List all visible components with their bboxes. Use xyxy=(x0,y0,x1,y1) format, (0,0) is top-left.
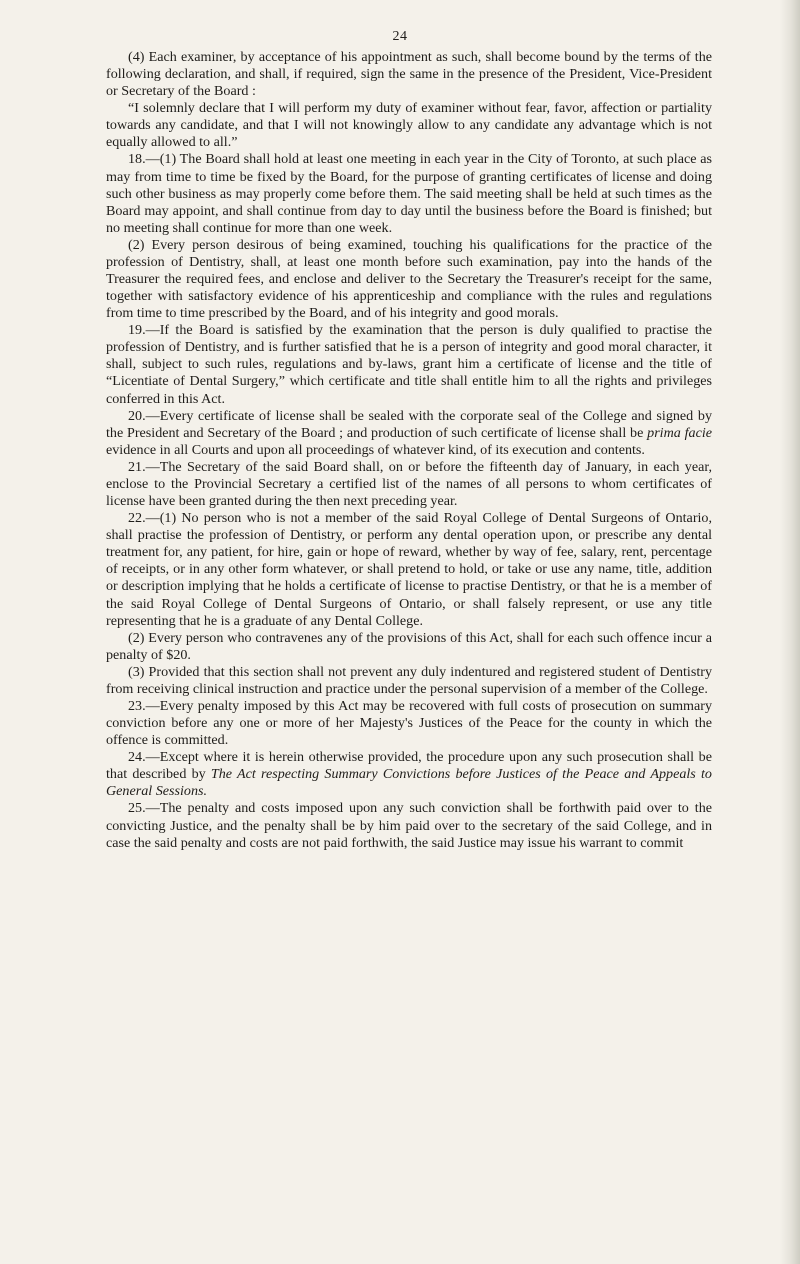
paragraph-section-20 xyxy=(106,408,712,459)
document-body xyxy=(106,49,712,852)
paragraph-section-24 xyxy=(106,749,712,800)
paragraph-examiner-acceptance: (4) Each examiner, by acceptance of his appointment as such, shall become bound by the terms of the following declaration, and shall, if required, sign the same in the presence of the President, Vice-President or Secretary of the Board : xyxy=(106,49,712,100)
page-number: 24 xyxy=(392,29,408,44)
section-20-text-end: evidence in all Courts and upon all proceedings of whatever kind, of its execution and contents. xyxy=(106,441,645,458)
section-20-italic-term: prima facie xyxy=(647,424,712,441)
paragraph-section-25: 25.—The penalty and costs imposed upon any such conviction shall be forthwith paid over to the convicting Justice, and the penalty shall be by him paid over to the secretary of the said College, and in case the said penalty and costs are not paid forthwith, the said Justice may issue his warrant to commit xyxy=(106,800,712,851)
paragraph-declaration-quote: “I solemnly declare that I will perform my duty of examiner without fear, favor, affection or partiality towards any candidate, and that I will not knowingly allow to any candidate any advantage which is not equally allowed to all.” xyxy=(106,100,712,151)
section-20-text-start: 20.—Every certificate of license shall be sealed with the corporate seal of the College and signed by the President and Secretary of the Board ; and production of such certificate of license shall be xyxy=(106,407,712,441)
paragraph-section-22-2: (2) Every person who contravenes any of the provisions of this Act, shall for each such offence incur a penalty of $20. xyxy=(106,629,712,663)
paragraph-section-22-3: (3) Provided that this section shall not prevent any duly indentured and registered student of Dentistry from receiving clinical instruction and practice under the personal supervision of a member of the College. xyxy=(106,663,712,697)
paragraph-section-18-1: 18.—(1) The Board shall hold at least one meeting in each year in the City of Toronto, at such place as may from time to time be fixed by the Board, for the purpose of granting certificates of license and doing such other business as may properly come before them. The said meeting shall be held at such times as the Board may appoint, and shall continue from day to day until the business before the Board is finished; but no meeting shall continue for more than one week. xyxy=(106,151,712,236)
paragraph-section-21: 21.—The Secretary of the said Board shall, on or before the fifteenth day of January, in each year, enclose to the Provincial Secretary a certified list of the names of all persons to whom certificates of license have been granted during the then next preceding year. xyxy=(106,458,712,510)
section-24-text-start: 24.—Except where it is herein otherwise provided, the procedure upon any such prosecution shall be that described by xyxy=(106,749,712,783)
paragraph-section-19: 19.—If the Board is satisfied by the examination that the person is duly qualified to practise the profession of Dentistry, and is further satisfied that he is a person of integrity and good moral character, it shall, subject to such rules, regulations and by-laws, grant him a certificate of license and the title of “Licentiate of Dental Surgery,” which certificate and title shall entitle him to all the rights and privileges conferred in this Act. xyxy=(106,322,712,407)
paragraph-section-23: 23.—Every penalty imposed by this Act may be recovered with full costs of prosecution on summary conviction before any one or more of her Majesty's Justices of the Peace for the county in which the offence is committed. xyxy=(106,697,712,749)
paragraph-section-18-2: (2) Every person desirous of being examined, touching his qualifications for the practice of the profession of Dentistry, shall, at least one month before such examination, pay into the hands of the Treasurer the required fees, and enclose and deliver to the Secretary the Treasurer's receipt for the same, together with satisfactory evidence of his apprenticeship and compliance with the rules and regulations from time to time prescribed by the Board, and of his integrity and good morals. xyxy=(106,236,712,322)
paragraph-section-22-1: 22.—(1) No person who is not a member of the said Royal College of Dental Surgeons of Ontario, shall practise the profession of Dentistry, or perform any dental operation upon, or prescribe any dental treatment for, any patient, for hire, gain or hope of reward, whether by way of fee, salary, rent, percentage of receipts, or in any other form whatever, or shall pretend to hold, or take or use any name, title, addition or description implying that he holds a certificate of license to practise Dentistry, or that he is a member of the said Royal College of Dental Surgeons of Ontario, or shall falsely represent, or use any title representing that he is a graduate of any Dental College. xyxy=(106,510,712,629)
page-edge-shadow xyxy=(780,0,800,1264)
section-24-act-title: The Act respecting Summary Convictions before Justices of the Peace and Appeals to General Sessions. xyxy=(106,766,712,800)
